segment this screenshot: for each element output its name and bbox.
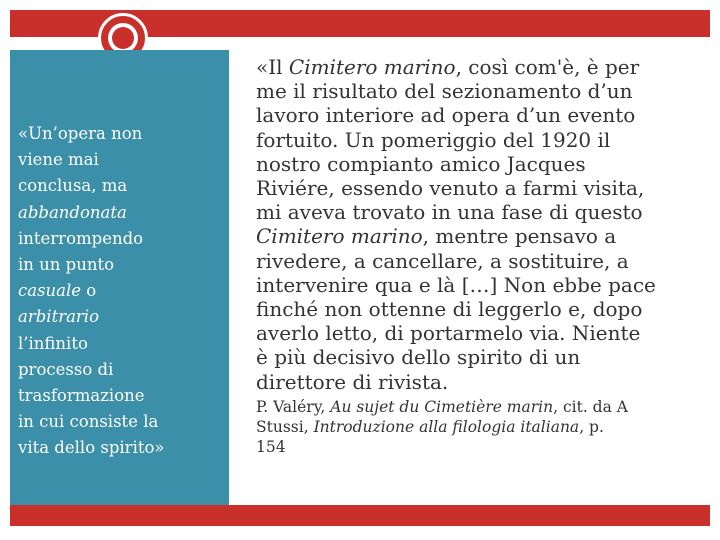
citation-text: , cit. da A bbox=[553, 398, 628, 416]
side-quote-line: processo di bbox=[18, 359, 114, 379]
main-quote-italic: Cimitero marino bbox=[256, 224, 423, 249]
side-quote-line: conclusa, ma bbox=[18, 176, 128, 196]
citation-text: Stussi, bbox=[256, 418, 314, 436]
main-quote-text: rivedere, a cancellare, a sostituire, a bbox=[256, 248, 629, 273]
main-quote-text: direttore di rivista. bbox=[256, 369, 449, 394]
circle-ornament-ring bbox=[108, 23, 138, 53]
citation-text: , p. bbox=[579, 418, 604, 436]
citation-text: 154 bbox=[256, 438, 286, 456]
citation-text: P. Valéry, bbox=[256, 398, 331, 416]
main-quote bbox=[256, 55, 706, 394]
main-quote-text: Riviére, essendo venuto a farmi visita, bbox=[256, 176, 645, 201]
main-quote-text: me il risultato del sezionamento d’un bbox=[256, 79, 633, 104]
main-quote-italic: Cimitero marino bbox=[288, 55, 456, 79]
main-quote-text: fortuito. Un pomeriggio del 1920 il bbox=[256, 127, 611, 152]
side-quote-line: «Un’opera non bbox=[18, 124, 143, 143]
main-quote-text: intervenire qua e là […] Non ebbe pace bbox=[256, 272, 656, 297]
bottom-accent-bar bbox=[10, 505, 710, 526]
citation-italic: Introduzione alla filologia italiana bbox=[313, 418, 580, 436]
side-quote bbox=[18, 121, 223, 462]
main-quote-text: lavoro interiore ad opera d’un evento bbox=[256, 103, 636, 128]
side-quote-line: trasformazione bbox=[18, 386, 145, 406]
main-quote-text: finché non ottenne di leggerlo e, dopo bbox=[256, 297, 643, 322]
side-quote-line-italic: casuale bbox=[18, 281, 82, 301]
main-quote-text: «Il bbox=[256, 55, 289, 79]
main-quote-text: , così com'è, è per bbox=[455, 55, 640, 79]
side-quote-line: in cui consiste la bbox=[18, 412, 159, 432]
side-quote-line-italic: arbitrario bbox=[18, 307, 100, 327]
side-quote-line: in un punto bbox=[18, 255, 115, 275]
main-quote-text: nostro compianto amico Jacques bbox=[256, 151, 586, 176]
side-quote-line: interrompendo bbox=[18, 228, 144, 248]
side-quote-line-italic: abbandonata bbox=[18, 202, 127, 222]
main-quote-text: è più decisivo dello spirito di un bbox=[256, 345, 581, 370]
main-quote-text: averlo letto, di portarmelo via. Niente bbox=[256, 321, 641, 346]
side-quote-line: vita dello spirito» bbox=[18, 438, 165, 458]
citation-italic: Au sujet du Cimetière marin bbox=[330, 398, 554, 416]
side-quote-line: o bbox=[81, 281, 97, 301]
citation bbox=[256, 397, 706, 457]
main-quote-text: mi aveva trovato in una fase di questo bbox=[256, 200, 643, 225]
main-quote-text: , mentre pensavo a bbox=[422, 224, 617, 249]
circle-ornament-core bbox=[112, 27, 134, 49]
side-quote-line: viene mai bbox=[18, 150, 99, 170]
side-quote-line: l’infinito bbox=[18, 333, 88, 353]
